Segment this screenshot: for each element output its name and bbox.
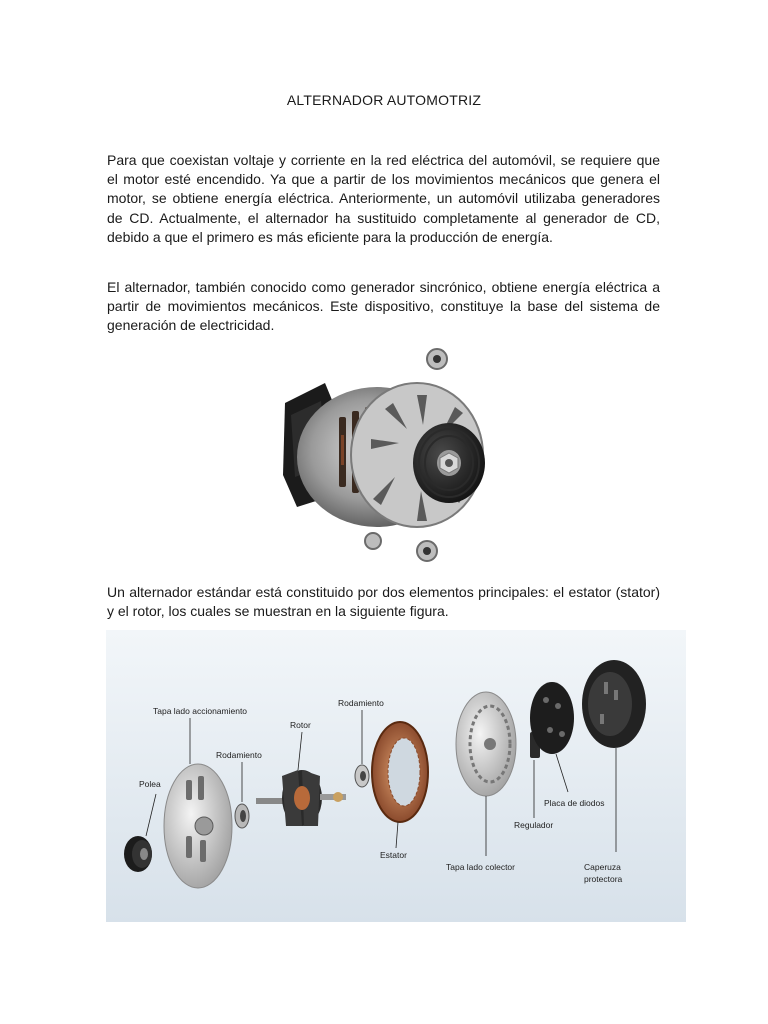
label-caperuza: Caperuza [584, 862, 621, 872]
paragraph-intro: Para que coexistan voltaje y corriente en la red eléctrica del automóvil, se requiere que el motor esté encendido. Ya que a partir de los movimientos mecánicos que genera el motor, se obtiene energía eléctrica. Anteriormente, un automóvil utilizaba generadores de CD. Actualmente, el alternador ha sustituido completamente al generador de CD, debido a que el primero es más eficiente para la producción de energía. [107, 152, 660, 245]
drive-end-cover-part [164, 764, 232, 888]
label-rotor: Rotor [290, 720, 311, 730]
diode-plate-part [530, 682, 574, 754]
slip-ring-end-cover-part [456, 692, 516, 796]
label-regulador: Regulador [514, 820, 554, 830]
pulley-part [124, 836, 152, 872]
label-estator: Estator [380, 850, 407, 860]
label-polea: Polea [139, 779, 161, 789]
stator-part [372, 722, 428, 822]
paragraph-components-intro: Un alternador estándar está constituido por dos elementos principales: el estator (stator) y el rotor, los cuales se muestran en la siguiente figura. [107, 584, 660, 620]
bearing-2-part [355, 765, 369, 787]
label-tapa-colector: Tapa lado colector [446, 862, 515, 872]
label-tapa-accionamiento: Tapa lado accionamiento [153, 706, 248, 716]
label-rodamiento-1: Rodamiento [216, 750, 262, 760]
label-protectora: protectora [584, 874, 623, 884]
document-title: ALTERNADOR AUTOMOTRIZ [286, 92, 482, 108]
protective-cap-part [582, 660, 646, 748]
label-placa-diodos: Placa de diodos [544, 798, 605, 808]
label-rodamiento-2: Rodamiento [338, 698, 384, 708]
paragraph-alternator-definition: El alternador, también conocido como generador sincrónico, obtiene energía eléctrica a partir de movimientos mecánicos. Este dispositivo, constituye la base del sistema de generación de electricidad. [107, 279, 660, 334]
alternator-photo [277, 345, 493, 568]
bearing-1-part [235, 804, 249, 828]
alternator-exploded-diagram [106, 630, 686, 922]
